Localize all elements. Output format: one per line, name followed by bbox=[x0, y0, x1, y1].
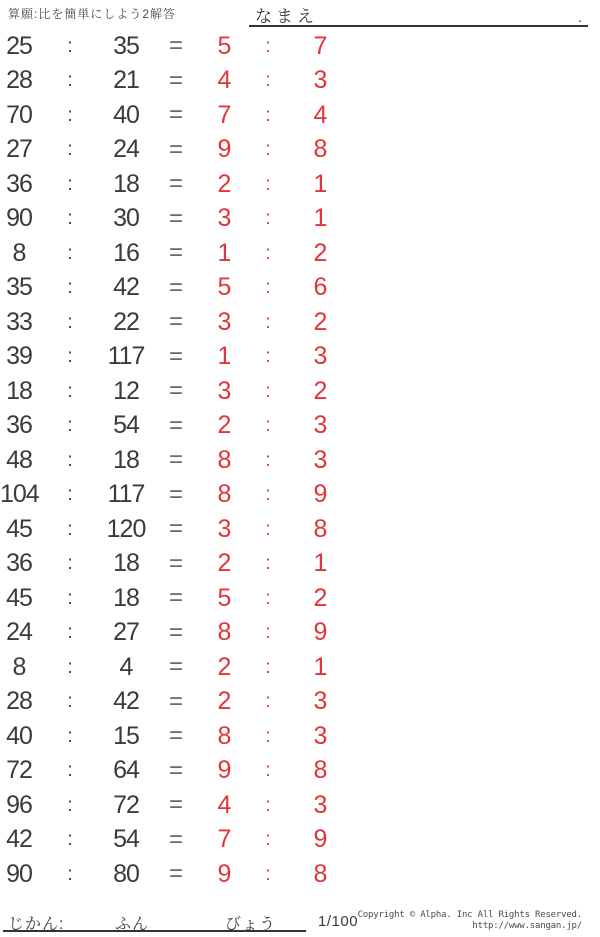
answer-colon-separator: : bbox=[265, 208, 271, 230]
name-line-period: . bbox=[578, 9, 582, 25]
equals-sign: = bbox=[168, 584, 183, 612]
time-field bbox=[3, 905, 306, 932]
equals-sign: = bbox=[168, 515, 183, 543]
colon-separator: : bbox=[67, 449, 73, 471]
equals-sign: = bbox=[168, 722, 183, 750]
term-a: 27 bbox=[6, 135, 32, 164]
answer-y: 8 bbox=[313, 514, 327, 543]
colon-separator: : bbox=[67, 415, 73, 437]
answer-x: 3 bbox=[217, 376, 231, 405]
colon-separator: : bbox=[67, 380, 73, 402]
answer-y: 8 bbox=[313, 135, 327, 164]
answer-colon-separator: : bbox=[265, 139, 271, 161]
answer-colon-separator: : bbox=[265, 725, 271, 747]
page-number: 1/100 bbox=[318, 913, 359, 930]
answer-x: 8 bbox=[217, 618, 231, 647]
problem-row bbox=[0, 616, 352, 651]
term-a: 8 bbox=[12, 652, 26, 681]
answer-colon-separator: : bbox=[265, 518, 271, 540]
term-b: 117 bbox=[107, 342, 145, 371]
answer-colon-separator: : bbox=[265, 346, 271, 368]
term-b: 80 bbox=[113, 859, 139, 888]
answer-x: 5 bbox=[217, 583, 231, 612]
minutes-label: ふん bbox=[115, 916, 150, 933]
colon-separator: : bbox=[67, 139, 73, 161]
answer-y: 3 bbox=[313, 342, 327, 371]
term-b: 21 bbox=[113, 66, 139, 95]
term-a: 24 bbox=[6, 618, 32, 647]
seconds-label: びょう bbox=[225, 916, 277, 933]
problem-row bbox=[0, 650, 352, 685]
answer-x: 8 bbox=[217, 721, 231, 750]
problem-row bbox=[0, 823, 352, 858]
answer-y: 2 bbox=[313, 238, 327, 267]
colon-separator: : bbox=[67, 518, 73, 540]
answer-y: 3 bbox=[313, 687, 327, 716]
answer-x: 1 bbox=[217, 342, 231, 371]
equals-sign: = bbox=[168, 308, 183, 336]
answer-colon-separator: : bbox=[265, 656, 271, 678]
colon-separator: : bbox=[67, 173, 73, 195]
answer-y: 1 bbox=[313, 169, 327, 198]
colon-separator: : bbox=[67, 311, 73, 333]
answer-y: 7 bbox=[313, 31, 327, 60]
answer-x: 8 bbox=[217, 445, 231, 474]
answer-x: 4 bbox=[217, 790, 231, 819]
term-a: 45 bbox=[6, 583, 32, 612]
colon-separator: : bbox=[67, 242, 73, 264]
problem-row bbox=[0, 478, 352, 513]
answer-y: 2 bbox=[313, 376, 327, 405]
problem-row bbox=[0, 374, 352, 409]
term-b: 64 bbox=[113, 756, 139, 785]
term-a: 28 bbox=[6, 66, 32, 95]
term-b: 18 bbox=[113, 445, 139, 474]
term-b: 117 bbox=[107, 480, 145, 509]
answer-colon-separator: : bbox=[265, 622, 271, 644]
answer-colon-separator: : bbox=[265, 863, 271, 885]
answer-x: 2 bbox=[217, 549, 231, 578]
equals-sign: = bbox=[168, 687, 183, 715]
colon-separator: : bbox=[67, 863, 73, 885]
problem-row bbox=[0, 98, 352, 133]
equals-sign: = bbox=[168, 135, 183, 163]
equals-sign: = bbox=[168, 66, 183, 94]
problem-row bbox=[0, 202, 352, 237]
equals-sign: = bbox=[168, 239, 183, 267]
answer-x: 2 bbox=[217, 687, 231, 716]
answer-x: 9 bbox=[217, 859, 231, 888]
term-b: 42 bbox=[113, 687, 139, 716]
answer-x: 5 bbox=[217, 31, 231, 60]
colon-separator: : bbox=[67, 553, 73, 575]
equals-sign: = bbox=[168, 446, 183, 474]
problem-row bbox=[0, 340, 352, 375]
answer-colon-separator: : bbox=[265, 829, 271, 851]
copyright-line1: Copyright © Alpha. Inc All Rights Reserved. bbox=[357, 910, 582, 920]
term-b: 18 bbox=[113, 583, 139, 612]
name-label: なまえ bbox=[255, 7, 318, 26]
term-b: 30 bbox=[113, 204, 139, 233]
answer-y: 9 bbox=[313, 825, 327, 854]
answer-y: 3 bbox=[313, 790, 327, 819]
problem-row bbox=[0, 305, 352, 340]
colon-separator: : bbox=[67, 346, 73, 368]
problem-row bbox=[0, 167, 352, 202]
answer-y: 1 bbox=[313, 549, 327, 578]
answer-colon-separator: : bbox=[265, 484, 271, 506]
answer-colon-separator: : bbox=[265, 242, 271, 264]
equals-sign: = bbox=[168, 170, 183, 198]
answer-x: 2 bbox=[217, 411, 231, 440]
answer-x: 2 bbox=[217, 652, 231, 681]
page-title: 算願:比を簡単にしよう2解答 bbox=[8, 7, 177, 21]
term-b: 16 bbox=[113, 238, 139, 267]
answer-y: 3 bbox=[313, 721, 327, 750]
answer-x: 3 bbox=[217, 307, 231, 336]
colon-separator: : bbox=[67, 587, 73, 609]
problem-row bbox=[0, 719, 352, 754]
answer-colon-separator: : bbox=[265, 760, 271, 782]
problem-row bbox=[0, 581, 352, 616]
term-a: 90 bbox=[6, 859, 32, 888]
equals-sign: = bbox=[168, 549, 183, 577]
problem-row bbox=[0, 29, 352, 64]
equals-sign: = bbox=[168, 204, 183, 232]
answer-colon-separator: : bbox=[265, 104, 271, 126]
answer-colon-separator: : bbox=[265, 415, 271, 437]
answer-y: 8 bbox=[313, 756, 327, 785]
answer-colon-separator: : bbox=[265, 794, 271, 816]
colon-separator: : bbox=[67, 622, 73, 644]
term-a: 45 bbox=[6, 514, 32, 543]
term-b: 72 bbox=[113, 790, 139, 819]
term-b: 54 bbox=[113, 825, 139, 854]
answer-y: 3 bbox=[313, 66, 327, 95]
problem-row bbox=[0, 512, 352, 547]
problem-row bbox=[0, 788, 352, 823]
answer-colon-separator: : bbox=[265, 380, 271, 402]
term-a: 70 bbox=[6, 100, 32, 129]
answer-y: 1 bbox=[313, 652, 327, 681]
answer-y: 2 bbox=[313, 583, 327, 612]
problem-row bbox=[0, 64, 352, 99]
term-a: 36 bbox=[6, 549, 32, 578]
term-b: 12 bbox=[113, 376, 139, 405]
term-b: 15 bbox=[113, 721, 139, 750]
equals-sign: = bbox=[168, 653, 183, 681]
problem-row bbox=[0, 754, 352, 789]
term-a: 36 bbox=[6, 169, 32, 198]
term-b: 120 bbox=[106, 514, 146, 543]
term-a: 18 bbox=[6, 376, 32, 405]
problem-row bbox=[0, 271, 352, 306]
colon-separator: : bbox=[67, 104, 73, 126]
answer-colon-separator: : bbox=[265, 70, 271, 92]
problem-row bbox=[0, 857, 352, 892]
time-label: じかん: bbox=[8, 916, 65, 933]
problem-row bbox=[0, 409, 352, 444]
problem-row bbox=[0, 547, 352, 582]
answer-x: 3 bbox=[217, 204, 231, 233]
term-a: 40 bbox=[6, 721, 32, 750]
equals-sign: = bbox=[168, 273, 183, 301]
answer-x: 8 bbox=[217, 480, 231, 509]
equals-sign: = bbox=[168, 618, 183, 646]
colon-separator: : bbox=[67, 794, 73, 816]
term-a: 39 bbox=[6, 342, 32, 371]
term-b: 18 bbox=[113, 169, 139, 198]
equals-sign: = bbox=[168, 480, 183, 508]
answer-x: 7 bbox=[217, 100, 231, 129]
colon-separator: : bbox=[67, 484, 73, 506]
answer-y: 3 bbox=[313, 411, 327, 440]
answer-y: 6 bbox=[313, 273, 327, 302]
equals-sign: = bbox=[168, 101, 183, 129]
colon-separator: : bbox=[67, 656, 73, 678]
equals-sign: = bbox=[168, 411, 183, 439]
answer-y: 8 bbox=[313, 859, 327, 888]
term-a: 104 bbox=[0, 480, 39, 509]
term-b: 18 bbox=[113, 549, 139, 578]
copyright-notice bbox=[358, 910, 582, 932]
answer-colon-separator: : bbox=[265, 553, 271, 575]
answer-x: 4 bbox=[217, 66, 231, 95]
answer-y: 3 bbox=[313, 445, 327, 474]
term-a: 48 bbox=[6, 445, 32, 474]
answer-x: 5 bbox=[217, 273, 231, 302]
answer-colon-separator: : bbox=[265, 277, 271, 299]
equals-sign: = bbox=[168, 342, 183, 370]
term-b: 54 bbox=[113, 411, 139, 440]
colon-separator: : bbox=[67, 277, 73, 299]
answer-x: 9 bbox=[217, 756, 231, 785]
term-a: 72 bbox=[6, 756, 32, 785]
answer-y: 2 bbox=[313, 307, 327, 336]
answer-x: 2 bbox=[217, 169, 231, 198]
problem-row bbox=[0, 133, 352, 168]
equals-sign: = bbox=[168, 32, 183, 60]
answer-y: 1 bbox=[313, 204, 327, 233]
copyright-url: http://www.sangan.jp/ bbox=[472, 921, 582, 931]
answer-y: 4 bbox=[313, 100, 327, 129]
problem-row bbox=[0, 443, 352, 478]
term-a: 90 bbox=[6, 204, 32, 233]
colon-separator: : bbox=[67, 691, 73, 713]
equals-sign: = bbox=[168, 825, 183, 853]
problem-row bbox=[0, 685, 352, 720]
answer-x: 3 bbox=[217, 514, 231, 543]
colon-separator: : bbox=[67, 35, 73, 57]
colon-separator: : bbox=[67, 725, 73, 747]
term-a: 8 bbox=[12, 238, 26, 267]
equals-sign: = bbox=[168, 860, 183, 888]
term-b: 42 bbox=[113, 273, 139, 302]
colon-separator: : bbox=[67, 70, 73, 92]
colon-separator: : bbox=[67, 760, 73, 782]
answer-x: 9 bbox=[217, 135, 231, 164]
term-a: 35 bbox=[6, 273, 32, 302]
colon-separator: : bbox=[67, 208, 73, 230]
term-b: 24 bbox=[113, 135, 139, 164]
term-a: 25 bbox=[6, 31, 32, 60]
answer-y: 9 bbox=[313, 618, 327, 647]
term-a: 42 bbox=[6, 825, 32, 854]
term-a: 33 bbox=[6, 307, 32, 336]
answer-x: 1 bbox=[217, 238, 231, 267]
problems-list bbox=[0, 29, 352, 892]
term-b: 35 bbox=[113, 31, 139, 60]
term-b: 40 bbox=[113, 100, 139, 129]
term-b: 4 bbox=[119, 652, 133, 681]
term-b: 27 bbox=[113, 618, 139, 647]
colon-separator: : bbox=[67, 829, 73, 851]
answer-colon-separator: : bbox=[265, 35, 271, 57]
answer-colon-separator: : bbox=[265, 311, 271, 333]
answer-colon-separator: : bbox=[265, 691, 271, 713]
answer-y: 9 bbox=[313, 480, 327, 509]
answer-colon-separator: : bbox=[265, 587, 271, 609]
equals-sign: = bbox=[168, 791, 183, 819]
problem-row bbox=[0, 236, 352, 271]
answer-colon-separator: : bbox=[265, 449, 271, 471]
equals-sign: = bbox=[168, 377, 183, 405]
term-a: 96 bbox=[6, 790, 32, 819]
name-field bbox=[249, 0, 588, 27]
equals-sign: = bbox=[168, 756, 183, 784]
answer-x: 7 bbox=[217, 825, 231, 854]
term-a: 28 bbox=[6, 687, 32, 716]
answer-colon-separator: : bbox=[265, 173, 271, 195]
term-b: 22 bbox=[113, 307, 139, 336]
term-a: 36 bbox=[6, 411, 32, 440]
